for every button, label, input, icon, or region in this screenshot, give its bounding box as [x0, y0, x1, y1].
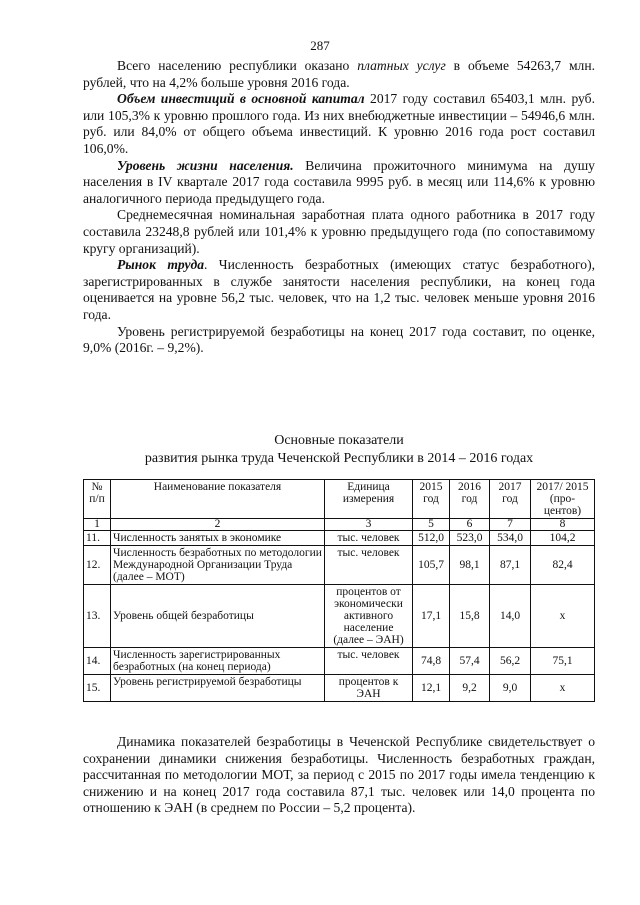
table-header-row [84, 480, 595, 519]
paragraph-labour-market [83, 257, 595, 323]
row-value-2015: 74,8 [413, 648, 450, 675]
paragraph-unemployment-dynamics: Динамика показателей безработицы в Чеченской Республике свидетельствует о сохранении динамики снижения безработицы. Численность безработных граждан, рассчитанная по методологии МОТ, за период с 2015 по 2017 годы имела тенденцию к снижению и на конец 2017 года составила 87,1 тыс. человек или 14,0 процента по отношению к ЭАН (в среднем по России – 5,2 процента). [83, 734, 595, 816]
row-value-2015: 12,1 [413, 675, 450, 702]
table-title [83, 432, 595, 468]
row-value-2016: 15,8 [450, 585, 490, 648]
column-number: 5 [413, 519, 450, 531]
row-indicator: Уровень общей безработицы [111, 585, 325, 648]
row-value-2015: 512,0 [413, 531, 450, 546]
header-2015: 2015 год [413, 480, 450, 519]
paragraph-text: Среднемесячная номинальная заработная плата одного работника в 2017 году составила 23248,8 рублей или 101,4% к уровню предыдущего года (по сопоставимому кругу организаций). [83, 207, 595, 256]
paragraph-living-standard [83, 158, 595, 208]
paragraph-lead: Уровень жизни населения. [117, 157, 294, 173]
row-value-2017: 9,0 [490, 675, 531, 702]
column-number: 7 [490, 519, 531, 531]
header-ratio: 2017/ 2015 (про- центов) [531, 480, 595, 519]
row-indicator: Численность зарегистрированных безработных (на конец периода) [111, 648, 325, 675]
paragraph-emphasis: платных услуг [357, 58, 446, 73]
row-value-2016: 98,1 [450, 546, 490, 585]
paragraph-text: Величина прожиточного минимума на душу населения в IV квартале 2017 года составила 9995 руб. в месяц или 114,6% к уровню аналогичного периода предыдущего года. [83, 157, 595, 206]
paragraph-prefix: Всего населению республики оказано [117, 58, 358, 73]
row-indicator: Численность занятых в экономике [111, 531, 325, 546]
labour-market-table [83, 479, 595, 702]
table-row [84, 675, 595, 702]
paragraph-text: . Численность безработных (имеющих статус безработного), зарегистрированных в службе занятости населения республики, на конец года оценивается на уровне 56,2 тыс. человек, что на 1,2 тыс. человек меньше уровня 2016 года. [83, 257, 596, 322]
row-ratio: 104,2 [531, 531, 595, 546]
table-row [84, 648, 595, 675]
paragraph-investments [83, 91, 595, 157]
column-number: 8 [531, 519, 595, 531]
table-title-line1: Основные показатели [274, 433, 404, 448]
row-ratio: 75,1 [531, 648, 595, 675]
table-title-line2: развития рынка труда Чеченской Республики в 2014 – 2016 годах [144, 451, 534, 466]
row-unit: тыс. человек [325, 648, 413, 675]
header-indicator: Наименование показателя [111, 480, 325, 519]
row-unit: тыс. человек [325, 546, 413, 585]
row-value-2016: 523,0 [450, 531, 490, 546]
row-ratio: 82,4 [531, 546, 595, 585]
row-number: 12. [84, 546, 111, 585]
column-number: 2 [111, 519, 325, 531]
paragraph-paid-services [83, 58, 595, 91]
row-unit: тыс. человек [325, 531, 413, 546]
row-number: 11. [84, 531, 111, 546]
table-row [84, 531, 595, 546]
paragraph-text: Уровень регистрируемой безработицы на конец 2017 года составит, по оценке, 9,0% (2016г. – 9,2%). [83, 323, 595, 356]
row-number: 14. [84, 648, 111, 675]
paragraph-text: в объеме 54263,7 млн. рублей, что на 4,2% больше уровня 2016 года. [83, 58, 596, 90]
row-value-2017: 87,1 [490, 546, 531, 585]
closing-text [83, 734, 595, 817]
column-number: 6 [450, 519, 490, 531]
row-indicator: Уровень регистрируемой безработицы [111, 675, 325, 702]
page-number: 287 [310, 38, 330, 53]
row-ratio: х [531, 675, 595, 702]
column-number-row [84, 519, 595, 531]
paragraph-wages [83, 207, 595, 257]
row-value-2017: 534,0 [490, 531, 531, 546]
row-value-2016: 9,2 [450, 675, 490, 702]
column-number: 1 [84, 519, 111, 531]
header-number: № п/п [84, 480, 111, 519]
paragraph-lead: Объем инвестиций в основной капитал [117, 91, 365, 107]
row-number: 15. [84, 675, 111, 702]
row-ratio: х [531, 585, 595, 648]
row-value-2017: 14,0 [490, 585, 531, 648]
header-2016: 2016 год [450, 480, 490, 519]
body-text [83, 58, 595, 357]
row-indicator: Численность безработных по методологии Международной Организации Труда (далее – МОТ) [111, 546, 325, 585]
paragraph-lead: Рынок труда [117, 257, 205, 273]
table-row [84, 546, 595, 585]
row-unit: процентов от экономически активного население (далее – ЭАН) [325, 585, 413, 648]
row-value-2015: 105,7 [413, 546, 450, 585]
row-unit: процентов к ЭАН [325, 675, 413, 702]
header-unit: Единица измерения [325, 480, 413, 519]
row-number: 13. [84, 585, 111, 648]
table-row [84, 585, 595, 648]
header-2017: 2017 год [490, 480, 531, 519]
row-value-2015: 17,1 [413, 585, 450, 648]
row-value-2017: 56,2 [490, 648, 531, 675]
column-number: 3 [325, 519, 413, 531]
paragraph-text: 2017 году составил 65403,1 млн. руб. или 105,3% к уровню прошлого года. Из них внебюджетные инвестиции – 54946,6 млн. руб. или 84,0% от общего объема инвестиций. К уровню 2016 года рост составил 106,0%. [83, 91, 595, 156]
paragraph-unemployment-rate [83, 324, 595, 357]
row-value-2016: 57,4 [450, 648, 490, 675]
